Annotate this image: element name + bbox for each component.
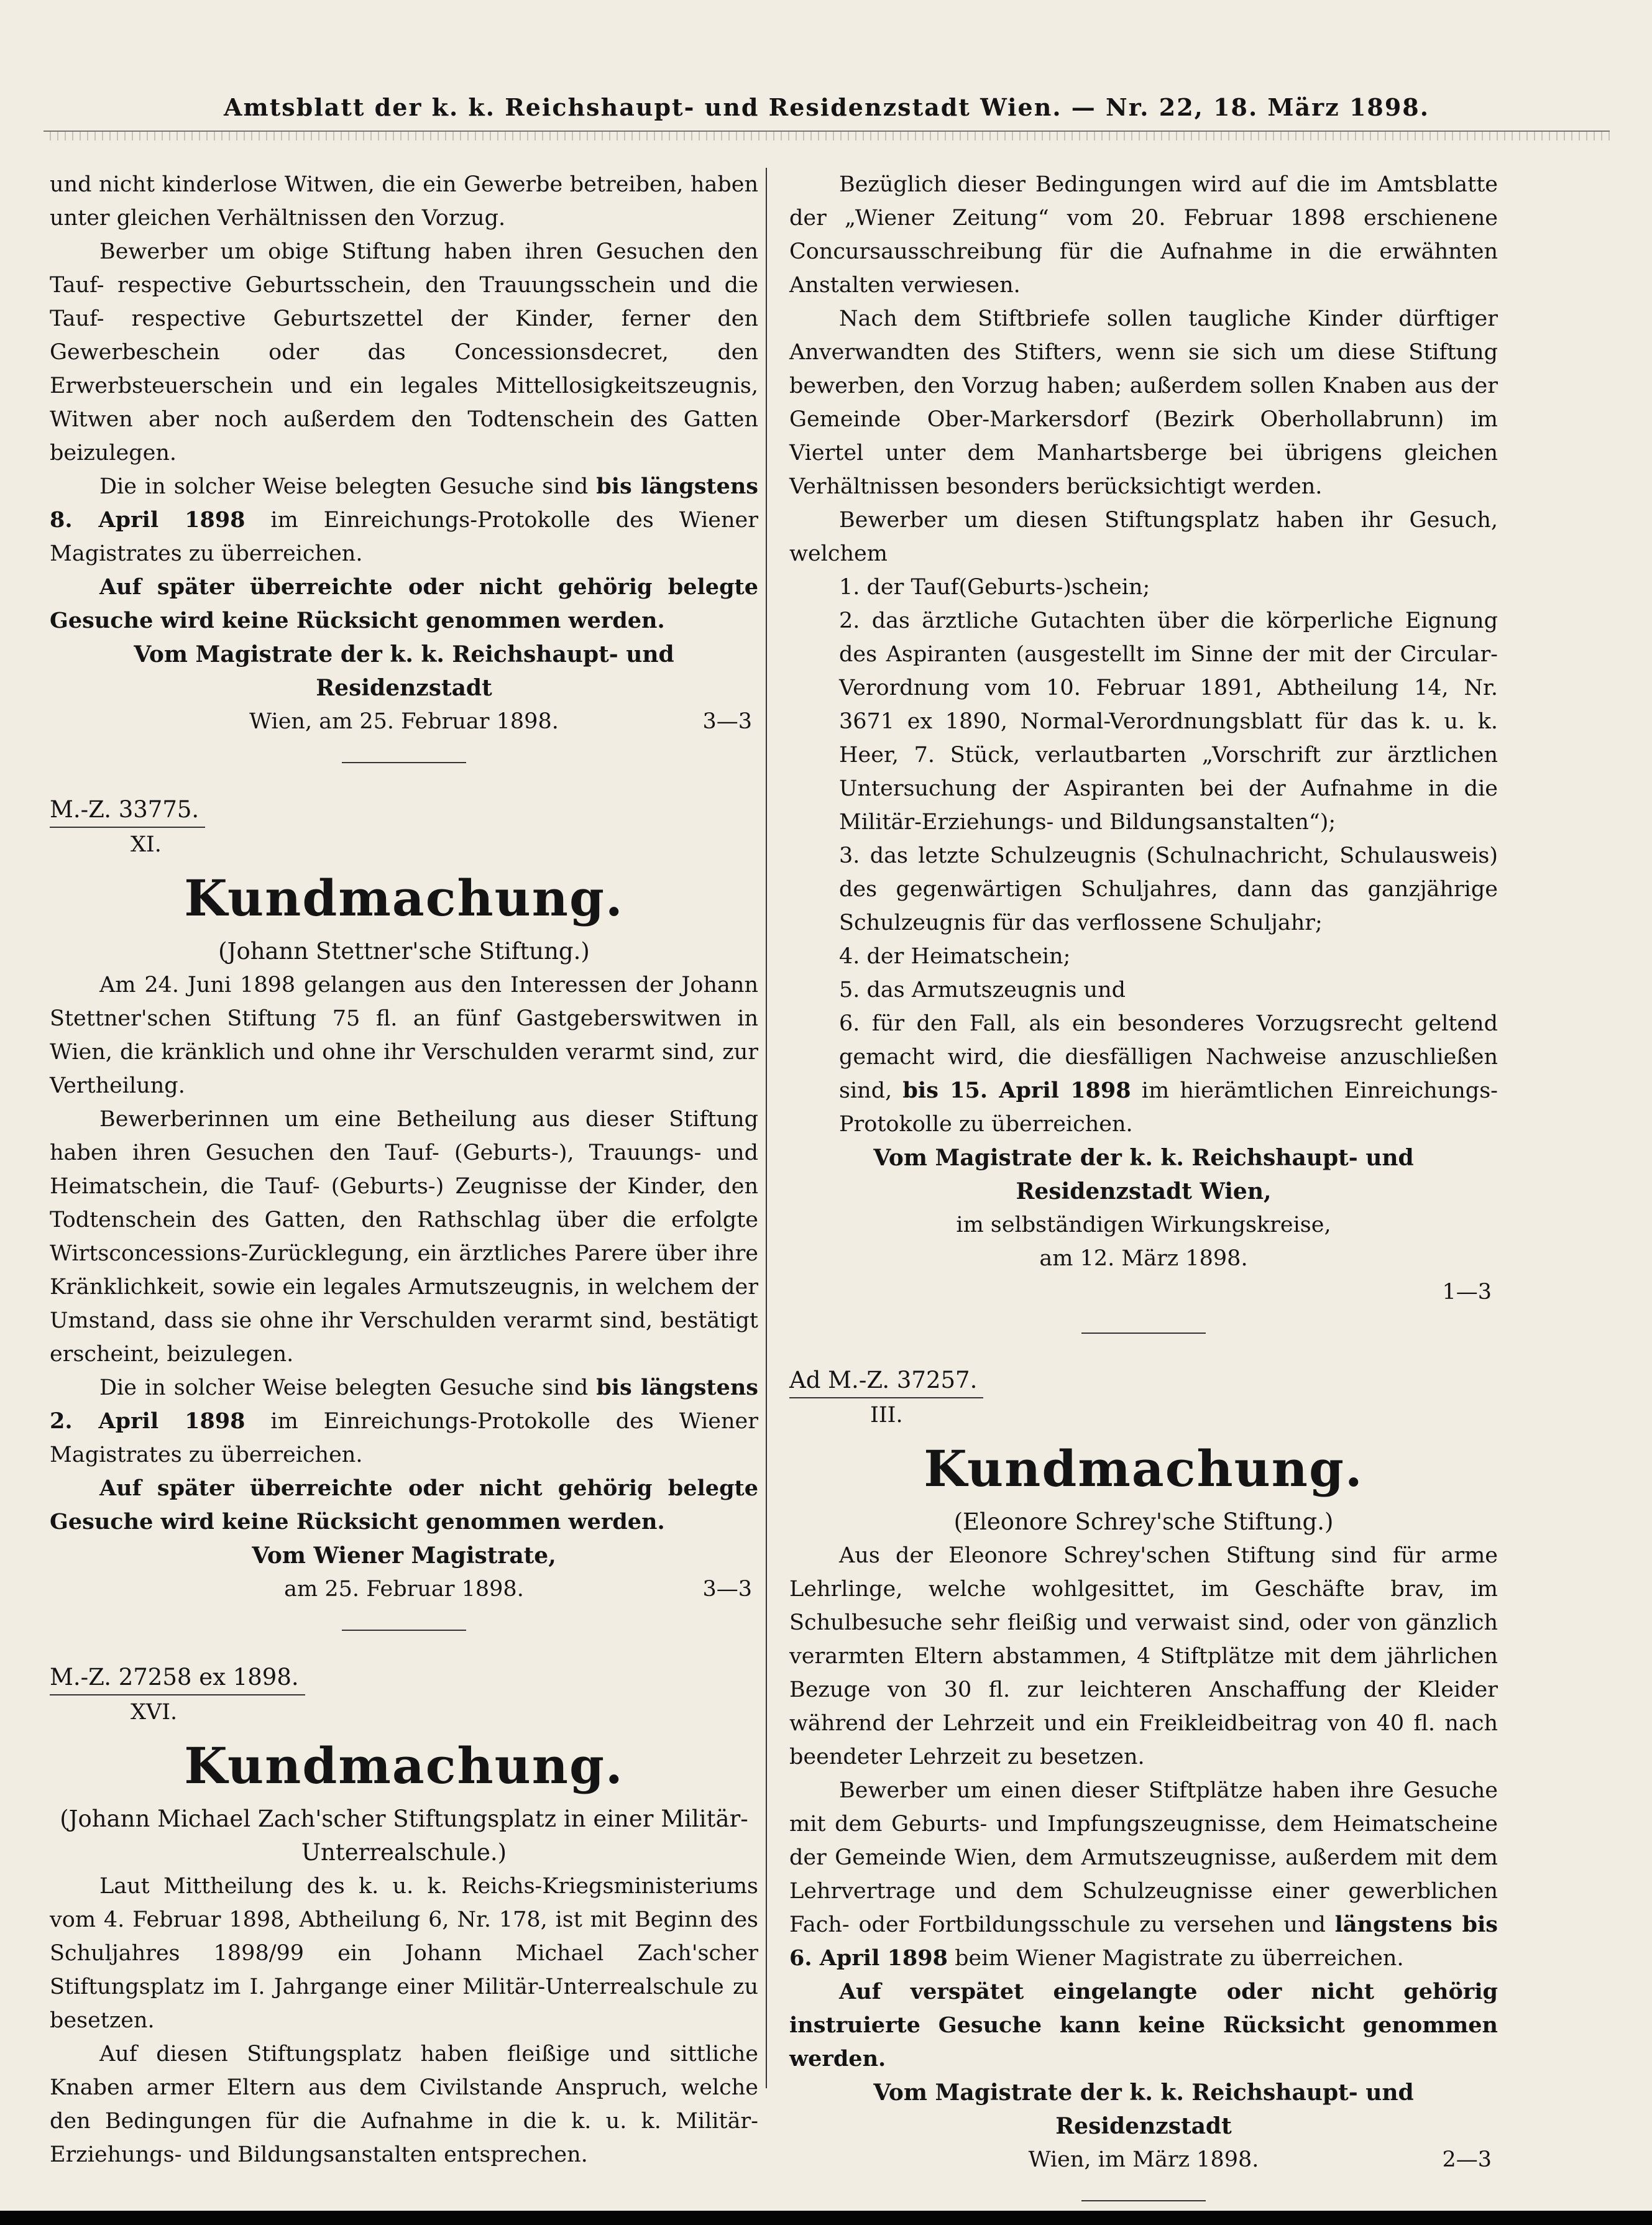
section-rule bbox=[342, 1630, 466, 1631]
file-number: M.-Z. 33775. bbox=[50, 793, 205, 828]
deadline-date: bis längstens 8. April 1898 bbox=[50, 474, 759, 533]
signature-line: Vom Magistrate der k. k. Reichshaupt- und Residenzstadt bbox=[134, 641, 674, 701]
requirement-item: 4. der Heimatschein; bbox=[839, 944, 1071, 969]
notice-subtitle: (Eleonore Schrey'sche Stiftung.) bbox=[953, 1508, 1334, 1535]
section-number: XI. bbox=[131, 832, 162, 857]
notice-title: Kundmachung. bbox=[924, 1439, 1364, 1498]
file-number: M.-Z. 27258 ex 1898. bbox=[50, 1661, 305, 1695]
warning-text: Auf später überreichte oder nicht gehörig belegte Gesuche wird keine Rücksicht genommen werden. bbox=[50, 574, 758, 633]
section-number: III. bbox=[870, 1403, 903, 1428]
notice-para-1: Am 24. Juni 1898 gelangen aus den Interessen der Johann Stettner'schen Stiftung 75 fl. an fünf Gastgeberswitwen in Wien, die kränklich und ohne ihr Verschulden verarmt sind, zur Vertheilung. bbox=[50, 973, 758, 1098]
section-rule bbox=[342, 762, 466, 763]
requirement-item: 5. das Armutszeugnis und bbox=[839, 978, 1126, 1002]
signature-ref: 3—3 bbox=[702, 709, 752, 734]
requirement-item: 1. der Tauf(Geburts-)schein; bbox=[839, 575, 1150, 600]
applicants-text: Bewerber um obige Stiftung haben ihren Gesuchen den Tauf- respective Geburtsschein, den Trauungsschein und die Tauf- respective Geburtszettel der Kinder, ferner den Gewerbeschein oder das Concessionsdecret, den Erwerbsteuerschein und ein legales Mittellosigkeitszeugnis, Witwen aber noch außerdem den Todtenschein des Gatten beizulegen. bbox=[50, 239, 758, 466]
notice-title: Kundmachung. bbox=[184, 1736, 624, 1795]
header-rule bbox=[44, 131, 1610, 140]
item6-pre: 6. für den Fall, als ein besonderes Vorzugsrecht geltend gemacht wird, die diesfälligen Nachweise anzuschließen sind, bbox=[839, 1011, 1498, 1103]
deadline-text bbox=[50, 470, 758, 571]
signature-date: am 25. Februar 1898. bbox=[284, 1577, 524, 1602]
notice-warning: Auf verspätet eingelangte oder nicht gehörig instruierte Gesuche kann keine Rücksicht genommen werden. bbox=[789, 1979, 1498, 2071]
signature-line: Vom Wiener Magistrate, bbox=[252, 1543, 556, 1569]
signature-ref: 1—3 bbox=[1442, 1280, 1492, 1305]
requirement-item: 3. das letzte Schulzeugnis (Schulnachricht, Schulausweis) des gegenwärtigen Schuljahres, dann das ganzjährige Schulzeugnis für das verflossene Schuljahr; bbox=[839, 843, 1498, 935]
signature-date: Wien, im März 1898. bbox=[1028, 2147, 1259, 2172]
file-number: Ad M.-Z. 37257. bbox=[789, 1364, 983, 1398]
signature-date-row bbox=[50, 705, 758, 738]
notice-deadline bbox=[50, 1371, 758, 1472]
item6-deadline: bis 15. April 1898 bbox=[902, 1078, 1131, 1103]
para2-post: beim Wiener Magistrate zu überreichen. bbox=[947, 1946, 1404, 1971]
running-header: Amtsblatt der k. k. Reichshaupt- und Residenzstadt Wien. — Nr. 22, 18. März 1898. bbox=[224, 93, 1429, 121]
left-column bbox=[50, 168, 758, 2172]
deadline-pre: Die in solcher Weise belegten Gesuche sind bbox=[99, 474, 597, 499]
deadline-pre: Die in solcher Weise belegten Gesuche sind bbox=[99, 1375, 597, 1400]
signature-ref: 2—3 bbox=[1442, 2147, 1492, 2172]
notice-para-1: Aus der Eleonore Schrey'schen Stiftung sind für arme Lehrlinge, welche wohlgesittet, im Geschäfte brav, im Schulbesuche sehr fleißig und verwaist sind, oder von gänzlich verarmten Eltern abstammen, 4 Stiftplätze mit dem jährlichen Bezuge von 30 fl. zur leichteren Anschaffung der Kleider während der Lehrzeit und ein Freikleidbeitrag von 40 fl. nach beendeter Lehrzeit zu besetzen. bbox=[789, 1543, 1498, 1769]
requirement-item: 2. das ärztliche Gutachten über die körperliche Eignung des Aspiranten (ausgestellt im Sinne der mit der Circular-Verordnung vom 10. Februar 1891, Abtheilung 14, Nr. 3671 ex 1890, Normal-Verordnungsblatt für das k. u. k. Heer, 7. Stück, verlautbarten „Vorschrift zur ärztlichen Untersuchung der Aspiranten bei der Aufnahme in die Militär-Erziehungs- und Bildungsanstalten“); bbox=[839, 608, 1498, 835]
para2-deadline: längstens bis 6. April 1898 bbox=[789, 1912, 1498, 1971]
requirement-item-6 bbox=[789, 1007, 1498, 1141]
signature-date: Wien, am 25. Februar 1898. bbox=[249, 709, 559, 734]
signature-line-2: im selbständigen Wirkungskreise, bbox=[956, 1213, 1331, 1237]
deadline-post: im Einreichungs-Protokolle des Wiener Magistrates zu überreichen. bbox=[50, 508, 758, 566]
section-rule bbox=[1081, 1333, 1206, 1334]
notice-zach bbox=[50, 1654, 758, 2172]
deadline-post: im Einreichungs-Protokolle des Wiener Magistrates zu überreichen. bbox=[50, 1409, 758, 1467]
section-rule bbox=[1081, 2200, 1206, 2201]
signature-line: Vom Magistrate der k. k. Reichshaupt- und Residenzstadt bbox=[873, 2080, 1414, 2139]
signature-date-row bbox=[789, 2143, 1498, 2177]
column-divider bbox=[766, 168, 767, 2088]
notice-para-2: Auf diesen Stiftungsplatz haben fleißige und sittliche Knaben armer Eltern aus dem Civilstande Anspruch, welche den Bedingungen für die Aufnahme in die k. u. k. Militär-Erziehungs- und Bildungsanstalten entsprechen. bbox=[50, 2042, 758, 2167]
right-column bbox=[789, 168, 1498, 2225]
item6-post: im hierämtlichen Einreichungs-Protokolle zu überreichen. bbox=[839, 1078, 1498, 1137]
preference-text: Nach dem Stiftbriefe sollen taugliche Kinder dürftiger Anverwandten des Stifters, wenn sie sich um diese Stiftung bewerben, den Vorzug haben; außerdem sollen Knaben aus der Gemeinde Ober-Markersdorf (Bezirk Oberhollabrunn) im Viertel unter dem Manhartsberge bei übrigens gleichen Verhältnissen besonders berücksichtigt werden. bbox=[789, 306, 1498, 499]
notice-warning: Auf später überreichte oder nicht gehörig belegte Gesuche wird keine Rücksicht genommen werden. bbox=[50, 1475, 758, 1535]
deadline-date: bis längstens 2. April 1898 bbox=[50, 1375, 759, 1434]
notice-title: Kundmachung. bbox=[184, 869, 624, 927]
notice-subtitle: (Johann Michael Zach'scher Stiftungsplatz in einer Militär-Unterrealschule.) bbox=[60, 1805, 748, 1866]
signature-line: Vom Magistrate der k. k. Reichshaupt- und Residenzstadt Wien, bbox=[873, 1145, 1414, 1204]
signature-date: am 12. März 1898. bbox=[1039, 1246, 1248, 1271]
signature-date-row bbox=[50, 1572, 758, 1606]
section-number: XVI. bbox=[131, 1700, 178, 1725]
notice-para-1: Laut Mittheilung des k. u. k. Reichs-Kriegsministeriums vom 4. Februar 1898, Abtheilung 6, Nr. 178, ist mit Beginn des Schuljahres 1898/99 ein Johann Michael Zach'scher Stiftungsplatz im I. Jahrgange einer Militär-Unterrealschule zu besetzen. bbox=[50, 1874, 758, 2033]
conditions-text: Bezüglich dieser Bedingungen wird auf die im Amtsblatte der „Wiener Zeitung“ vom 20. Februar 1898 erschienene Concursausschreibung für die Aufnahme in die erwähnten Anstalten verwiesen. bbox=[789, 172, 1498, 298]
requirements-intro: Bewerber um diesen Stiftungsplatz haben ihr Gesuch, welchem bbox=[789, 508, 1498, 566]
para2-pre: Bewerber um einen dieser Stiftplätze haben ihre Gesuche mit dem Geburts- und Impfungszeugnisse, dem Heimatscheine der Gemeinde Wien, dem Armutszeugnisse, außerdem mit dem Lehrvertrage und dem Schulzeugnisse einer gewerblichen Fach- oder Fortbildungsschule zu versehen und bbox=[789, 1778, 1498, 1937]
notice-subtitle: (Johann Stettner'sche Stiftung.) bbox=[218, 938, 590, 965]
notice-para-2 bbox=[789, 1774, 1498, 1975]
intro-text: und nicht kinderlose Witwen, die ein Gewerbe betreiben, haben unter gleichen Verhältnissen den Vorzug. bbox=[50, 172, 758, 231]
notice-stettner bbox=[50, 787, 758, 1606]
notice-para-2: Bewerberinnen um eine Betheilung aus dieser Stiftung haben ihren Gesuchen den Tauf- (Geburts-), Trauungs- und Heimatschein, die Tauf- (Geburts-) Zeugnisse der Kinder, den Todtenschein des Gatten, den Rathschlag über die erfolgte Wirtsconcessions-Zurücklegung, ein ärztliches Parere über ihre Kränklichkeit, sowie ein legales Armutszeugnis, in welchem der Umstand, dass sie ohne ihr Verschulden verarmt sind, bestätigt erscheint, beizulegen. bbox=[50, 1107, 758, 1367]
notice-schrey bbox=[789, 1357, 1498, 2177]
signature-ref: 3—3 bbox=[702, 1577, 752, 1602]
